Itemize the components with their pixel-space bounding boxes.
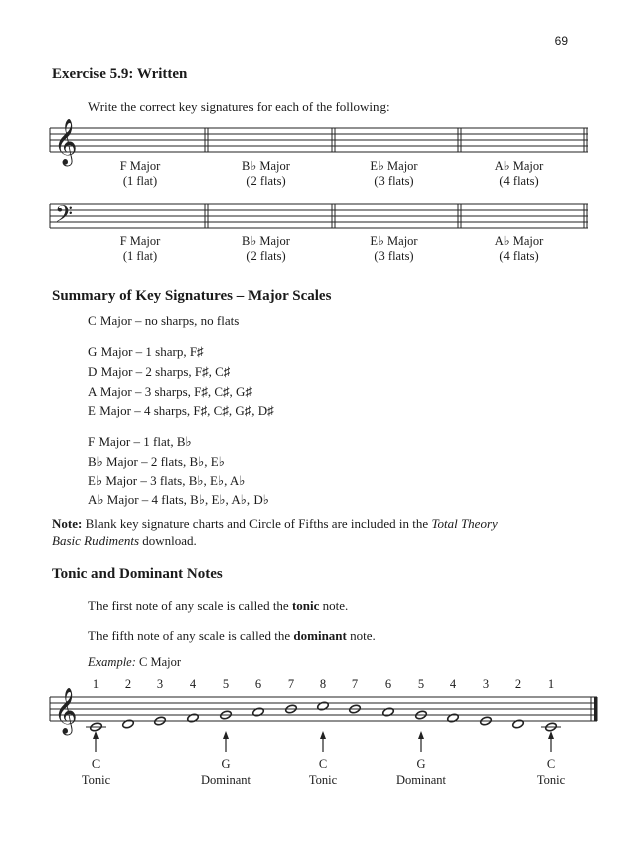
scale-degree: 1	[92, 677, 100, 691]
marker-role: Tonic	[81, 773, 111, 787]
scale-degree: 5	[222, 677, 230, 691]
note-paragraph-line2	[52, 533, 197, 549]
scale-degree: 6	[254, 677, 262, 691]
scale-degree: 4	[189, 677, 197, 691]
marker-note: C	[546, 757, 556, 771]
whole-note	[252, 707, 265, 717]
whole-note	[512, 719, 525, 729]
bass-key-label	[370, 234, 417, 264]
key-name: F Major	[119, 159, 161, 173]
flat-key-line: E♭ Major – 3 flats, B♭, E♭, A♭	[88, 473, 246, 488]
note-marker	[201, 756, 251, 788]
key-count: (4 flats)	[499, 174, 539, 188]
note-marker	[537, 756, 565, 788]
treble-staff-exercise	[50, 128, 588, 152]
whole-note	[187, 713, 200, 723]
scale-degree: 4	[449, 677, 457, 691]
final-barline	[594, 697, 598, 721]
bass-staff-exercise	[50, 204, 588, 228]
arrow-head-icon	[320, 731, 326, 739]
bass-clef-icon: 𝄢	[55, 200, 74, 233]
arrow-head-icon	[418, 731, 424, 739]
sharp-key-line: D Major – 2 sharps, F♯, C♯	[88, 364, 231, 379]
marker-role: Tonic	[308, 773, 338, 787]
note-text: download.	[139, 533, 197, 548]
summary-no-accidentals: C Major – no sharps, no flats	[88, 313, 240, 328]
note-marker	[396, 756, 446, 788]
marker-note: C	[318, 757, 328, 771]
sharp-key-line: A Major – 3 sharps, F♯, C♯, G♯	[88, 384, 252, 399]
note-italic: Total Theory	[431, 516, 498, 531]
key-count: (1 flat)	[122, 174, 158, 188]
note-text: Blank key signature charts and Circle of Fifths are included in the	[82, 516, 432, 531]
marker-role: Dominant	[201, 773, 251, 787]
arrow-head-icon	[93, 731, 99, 739]
whole-note	[447, 713, 460, 723]
key-name: A♭ Major	[494, 159, 544, 173]
scale-notes	[86, 701, 561, 732]
exercise-instruction: Write the correct key signatures for each of the following:	[88, 99, 390, 114]
treble-key-label	[242, 159, 290, 189]
scale-degree: 5	[417, 677, 425, 691]
scale-degree: 3	[482, 677, 490, 691]
scale-degree: 8	[319, 677, 327, 691]
scale-degree: 6	[384, 677, 392, 691]
treble-key-label	[495, 159, 544, 189]
treble-key-label	[120, 159, 161, 189]
arrows	[93, 731, 554, 752]
dominant-definition: The fifth note of any scale is called the dominant note.	[88, 628, 376, 643]
scale-degree: 1	[547, 677, 555, 691]
note-marker	[309, 756, 337, 788]
note-marker	[82, 756, 110, 788]
key-count: (3 flats)	[374, 174, 414, 188]
note-italic: Basic Rudiments	[52, 533, 140, 548]
treble-key-label	[370, 159, 417, 189]
whole-note	[317, 701, 330, 711]
key-count: (2 flats)	[246, 174, 286, 188]
key-count: (4 flats)	[499, 249, 539, 263]
key-count: (1 flat)	[122, 249, 158, 263]
key-count: (3 flats)	[374, 249, 414, 263]
marker-note: C	[91, 757, 101, 771]
note-label: Note:	[52, 516, 83, 531]
scale-degree: 2	[124, 677, 132, 691]
key-count: (2 flats)	[246, 249, 286, 263]
whole-note	[122, 719, 135, 729]
key-name: F Major	[119, 234, 161, 248]
scale-degree: 7	[287, 677, 295, 691]
scale-degree: 2	[514, 677, 522, 691]
marker-note: G	[221, 757, 231, 771]
treble-clef-icon: 𝄞	[54, 688, 78, 734]
key-name: E♭ Major	[370, 234, 418, 248]
marker-role: Dominant	[396, 773, 446, 787]
flat-key-line: F Major – 1 flat, B♭	[88, 434, 192, 449]
page-number: 69	[554, 34, 568, 48]
key-name: B♭ Major	[242, 234, 290, 248]
scale-degree: 7	[351, 677, 359, 691]
bass-key-label	[495, 234, 544, 264]
tonic-title: Tonic and Dominant Notes	[52, 566, 223, 582]
sharp-key-line: G Major – 1 sharp, F♯	[88, 344, 204, 359]
note-paragraph	[52, 516, 498, 532]
flat-key-line: B♭ Major – 2 flats, B♭, E♭	[88, 454, 225, 469]
summary-title: Summary of Key Signatures – Major Scales	[52, 288, 332, 304]
bass-key-label	[120, 234, 161, 264]
flat-key-line: A♭ Major – 4 flats, B♭, E♭, A♭, D♭	[88, 492, 269, 507]
tonic-definition: The first note of any scale is called the tonic note.	[88, 598, 349, 613]
key-name: B♭ Major	[242, 159, 290, 173]
marker-role: Tonic	[536, 773, 566, 787]
arrow-head-icon	[223, 731, 229, 739]
key-name: A♭ Major	[494, 234, 544, 248]
treble-clef-icon: 𝄞	[54, 119, 78, 165]
bass-key-label	[242, 234, 290, 264]
arrow-head-icon	[548, 731, 554, 739]
example-caption: Example: C Major	[88, 655, 182, 669]
whole-note	[382, 707, 395, 717]
sharp-key-line: E Major – 4 sharps, F♯, C♯, G♯, D♯	[88, 403, 274, 418]
marker-note: G	[416, 757, 426, 771]
key-name: E♭ Major	[370, 159, 418, 173]
scale-degree: 3	[156, 677, 164, 691]
exercise-title: Exercise 5.9: Written	[52, 66, 188, 82]
